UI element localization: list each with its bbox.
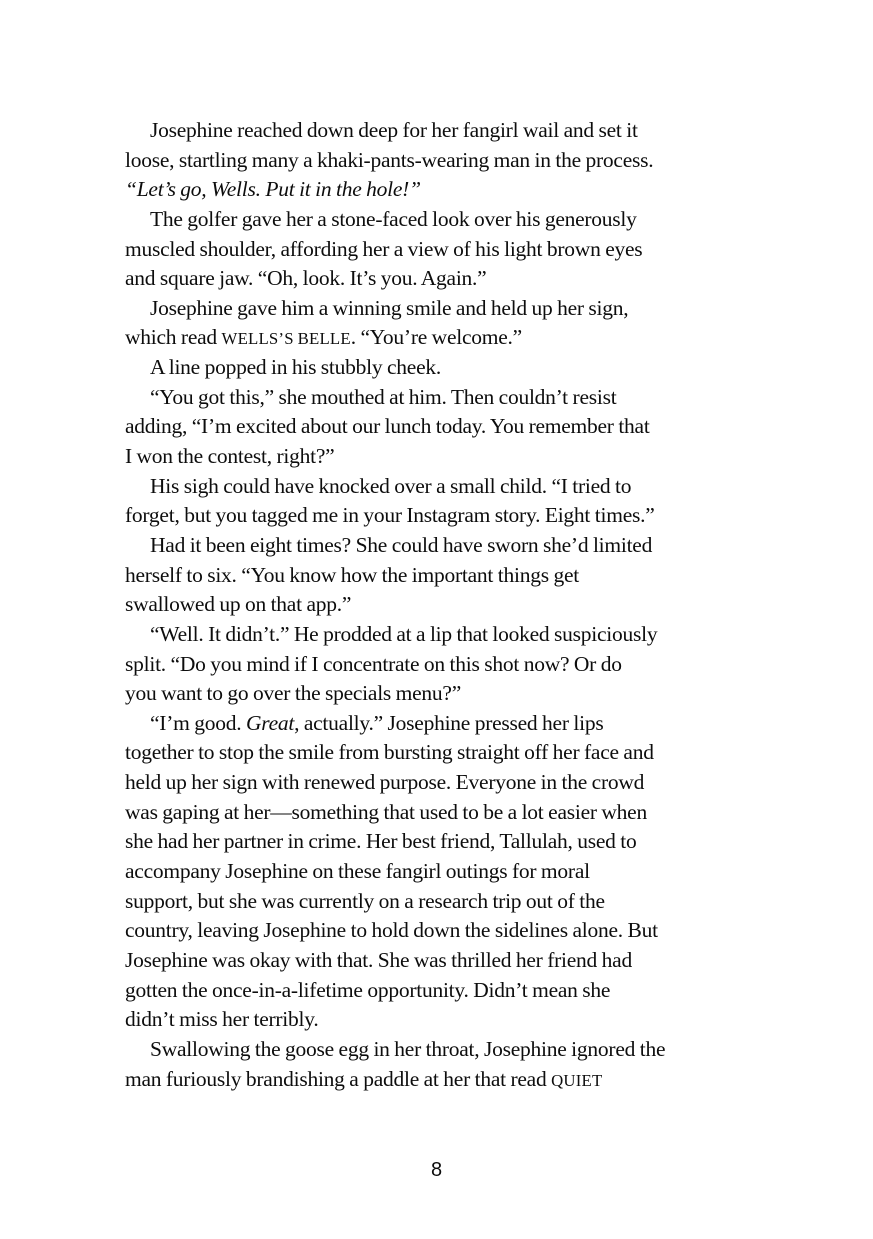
smallcaps-text: WELLS’S BELLE	[221, 329, 351, 349]
body-text: His sigh could have knocked over a small child. “I tried to	[150, 473, 632, 498]
page-text-block	[125, 116, 665, 1094]
body-text: was gaping at her—something that used to be a lot easier when	[125, 799, 647, 824]
text-line	[125, 323, 665, 353]
body-text: “You got this,” she mouthed at him. Then couldn’t resist	[150, 384, 617, 409]
page-number: 8	[430, 1159, 443, 1181]
text-line	[125, 709, 665, 739]
body-text: “Well. It didn’t.” He prodded at a lip that looked suspiciously	[150, 621, 658, 646]
text-line	[125, 798, 665, 828]
text-line	[125, 738, 665, 768]
text-line	[125, 353, 665, 383]
text-line	[125, 175, 665, 205]
body-text: I won the contest, right?”	[125, 444, 335, 469]
text-line	[125, 235, 665, 265]
body-text: split. “Do you mind if I concentrate on this shot now? Or do	[125, 651, 622, 676]
text-line	[125, 768, 665, 798]
text-line	[125, 916, 665, 946]
body-text: Josephine gave him a winning smile and held up her sign,	[150, 295, 629, 320]
body-text: held up her sign with renewed purpose. Everyone in the crowd	[125, 770, 645, 795]
text-line	[125, 827, 665, 857]
body-text: and square jaw. “Oh, look. It’s you. Again.”	[125, 266, 487, 291]
italic-text: Great	[245, 710, 295, 735]
body-text: . “You’re welcome.”	[350, 325, 522, 350]
body-text: swallowed up on that app.”	[125, 592, 352, 617]
text-line	[125, 887, 665, 917]
body-text: Swallowing the goose egg in her throat, Josephine ignored the	[150, 1036, 666, 1061]
text-line	[125, 590, 665, 620]
smallcaps-text: QUIET	[551, 1070, 603, 1090]
body-text: , actually.” Josephine pressed her lips	[294, 710, 604, 735]
text-line	[125, 1005, 665, 1035]
text-line	[125, 116, 665, 146]
body-text: support, but she was currently on a research trip out of the	[125, 888, 605, 913]
text-line	[125, 561, 665, 591]
body-text: Josephine reached down deep for her fangirl wail and set it	[150, 118, 638, 142]
body-text: A line popped in his stubbly cheek.	[150, 355, 442, 380]
body-text: The golfer gave her a stone-faced look over his generously	[150, 206, 637, 231]
text-line	[125, 205, 665, 235]
italic-text: “Let’s go, Wells. Put it in the hole!”	[125, 177, 421, 202]
body-text: gotten the once-in-a-lifetime opportunity. Didn’t mean she	[125, 977, 611, 1002]
body-text: accompany Josephine on these fangirl outings for moral	[125, 859, 590, 884]
body-text: forget, but you tagged me in your Instagram story. Eight times.”	[125, 503, 655, 528]
text-line	[125, 976, 665, 1006]
text-line	[125, 294, 665, 324]
body-text: muscled shoulder, affording her a view of his light brown eyes	[125, 236, 643, 261]
text-line	[125, 442, 665, 472]
text-line	[125, 264, 665, 294]
body-text: herself to six. “You know how the important things get	[125, 562, 579, 587]
text-line	[125, 857, 665, 887]
body-text: man furiously brandishing a paddle at her that read	[125, 1066, 552, 1091]
text-line	[125, 472, 665, 502]
body-text: which read	[125, 325, 222, 350]
text-line	[125, 146, 665, 176]
body-text: Had it been eight times? She could have sworn she’d limited	[150, 532, 653, 557]
text-line	[125, 1035, 665, 1065]
body-text: Josephine was okay with that. She was thrilled her friend had	[125, 947, 632, 972]
body-text: “I’m good.	[150, 710, 246, 735]
text-line	[125, 501, 665, 531]
body-text: you want to go over the specials menu?”	[125, 681, 462, 706]
text-line	[125, 383, 665, 413]
body-text: didn’t miss her terribly.	[125, 1007, 319, 1032]
text-line	[125, 1065, 665, 1095]
body-text: country, leaving Josephine to hold down the sidelines alone. But	[125, 918, 658, 943]
body-text: adding, “I’m excited about our lunch today. You remember that	[125, 414, 650, 439]
text-line	[125, 679, 665, 709]
body-text: she had her partner in crime. Her best friend, Tallulah, used to	[125, 829, 637, 854]
body-text: loose, startling many a khaki-pants-wearing man in the process.	[125, 147, 654, 172]
text-line	[125, 412, 665, 442]
text-line	[125, 946, 665, 976]
text-line	[125, 620, 665, 650]
text-line	[125, 531, 665, 561]
body-text: together to stop the smile from bursting straight off her face and	[125, 740, 654, 765]
text-line	[125, 650, 665, 680]
